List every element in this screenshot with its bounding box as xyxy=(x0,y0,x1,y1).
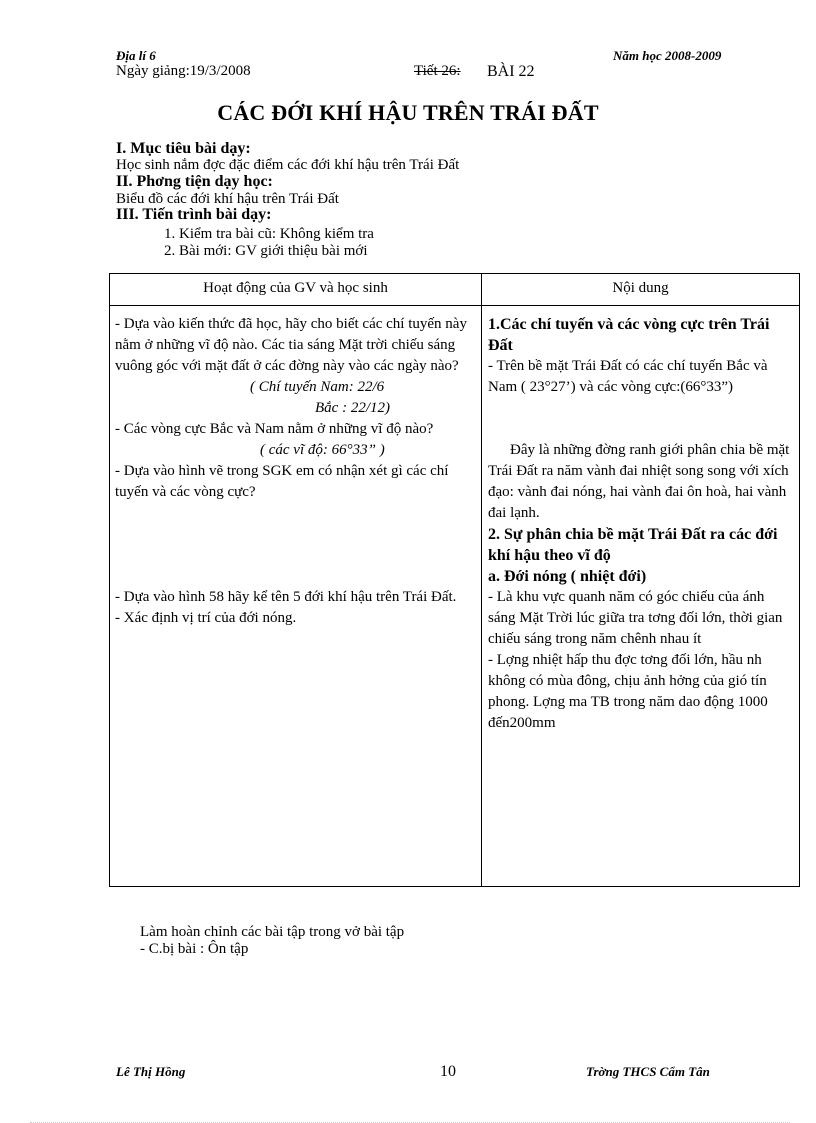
activity-question: - Dựa vào kiến thức đã học, hãy cho biết các chí tuyến này nằm ở những vĩ độ nào. Các tia sáng Mặt trời chiếu sáng vuông góc với mặt đất ở các đờng này vào các ngày nào? xyxy=(115,316,467,374)
content-heading: 2. Sự phân chia bề mặt Trái Đất ra các đới khí hậu theo vĩ độ xyxy=(488,526,778,564)
homework-item: Làm hoàn chỉnh các bài tập trong vở bài tập xyxy=(140,924,405,940)
lesson-label: BÀI 22 xyxy=(487,63,535,80)
activity-answer: ( các vĩ độ: 66°33” ) xyxy=(260,442,385,458)
activity-question: - Các vòng cực Bắc và Nam nằm ở những vĩ độ nào? xyxy=(115,421,434,437)
teaching-date: Ngày giảng:19/3/2008 xyxy=(116,63,251,79)
objective-heading: I. Mục tiêu bài dạy: xyxy=(116,140,251,157)
content-text: - Lợng nhiệt hấp thu đợc tơng đối lớn, hầu nh không có mùa đông, chịu ảnh hởng của gió tín phong. Lợng ma TB trong năm dao động 1000 đến200mm xyxy=(488,652,768,731)
table-header-activities: Hoạt động của GV và học sinh xyxy=(110,274,482,306)
objective-text: Học sinh nắm đợc đặc điểm các đới khí hậu trên Trái Đất xyxy=(116,157,460,173)
content-heading: 1.Các chí tuyến và các vòng cực trên Trái Đất xyxy=(488,316,770,354)
activities-cell xyxy=(110,306,482,887)
process-item: 2. Bài mới: GV giới thiệu bài mới xyxy=(164,243,368,259)
content-text: - Trên bề mặt Trái Đất có các chí tuyến Bắc và Nam ( 23°27’) và các vòng cực:(66°33”) xyxy=(488,358,768,395)
activity-question: - Xác định vị trí của đới nóng. xyxy=(115,610,297,626)
means-heading: II. Phơng tiện dạy học: xyxy=(116,173,273,190)
content-cell xyxy=(482,306,800,887)
activity-answer: Bắc : 22/12) xyxy=(315,400,390,416)
process-item: 1. Kiểm tra bài cũ: Không kiểm tra xyxy=(164,226,374,242)
period-label: Tiết 26: xyxy=(414,63,461,79)
content-text: - Là khu vực quanh năm có góc chiếu của ánh sáng Mặt Trời lúc giữa tra tơng đối lớn, thời gian chiếu sáng trong năm chênh nhau ít xyxy=(488,589,783,647)
lesson-table xyxy=(109,273,800,887)
table-header-content: Nội dung xyxy=(482,274,800,306)
content-subheading: a. Đới nóng ( nhiệt đới) xyxy=(488,568,647,585)
process-heading: III. Tiến trình bài dạy: xyxy=(116,206,272,223)
activity-answer: ( Chí tuyến Nam: 22/6 xyxy=(250,379,385,395)
footer-school: Trờng THCS Cẩm Tân xyxy=(586,1064,710,1079)
activity-question: - Dựa vào hình vẽ trong SGK em có nhận xét gì các chí tuyến và các vòng cực? xyxy=(115,463,449,500)
subject-label: Địa lí 6 xyxy=(116,48,156,63)
activity-question: - Dựa vào hình 58 hãy kể tên 5 đới khí hậu trên Trái Đất. xyxy=(115,589,457,605)
footer-author: Lê Thị Hồng xyxy=(116,1064,186,1079)
page-number: 10 xyxy=(440,1063,456,1080)
homework-item: - C.bị bài : Ôn tập xyxy=(140,941,249,957)
school-year: Năm học 2008-2009 xyxy=(613,48,722,63)
page-title: CÁC ĐỚI KHÍ HẬU TRÊN TRÁI ĐẤT xyxy=(217,100,599,125)
content-text: Đây là những đờng ranh giới phân chia bề mặt Trái Đất ra năm vành đai nhiệt song song với xích đạo: vành đai nóng, hai vành đai ôn hoà, hai vành đai lạnh. xyxy=(488,442,790,521)
means-text: Biểu đồ các đới khí hậu trên Trái Đất xyxy=(116,191,339,207)
